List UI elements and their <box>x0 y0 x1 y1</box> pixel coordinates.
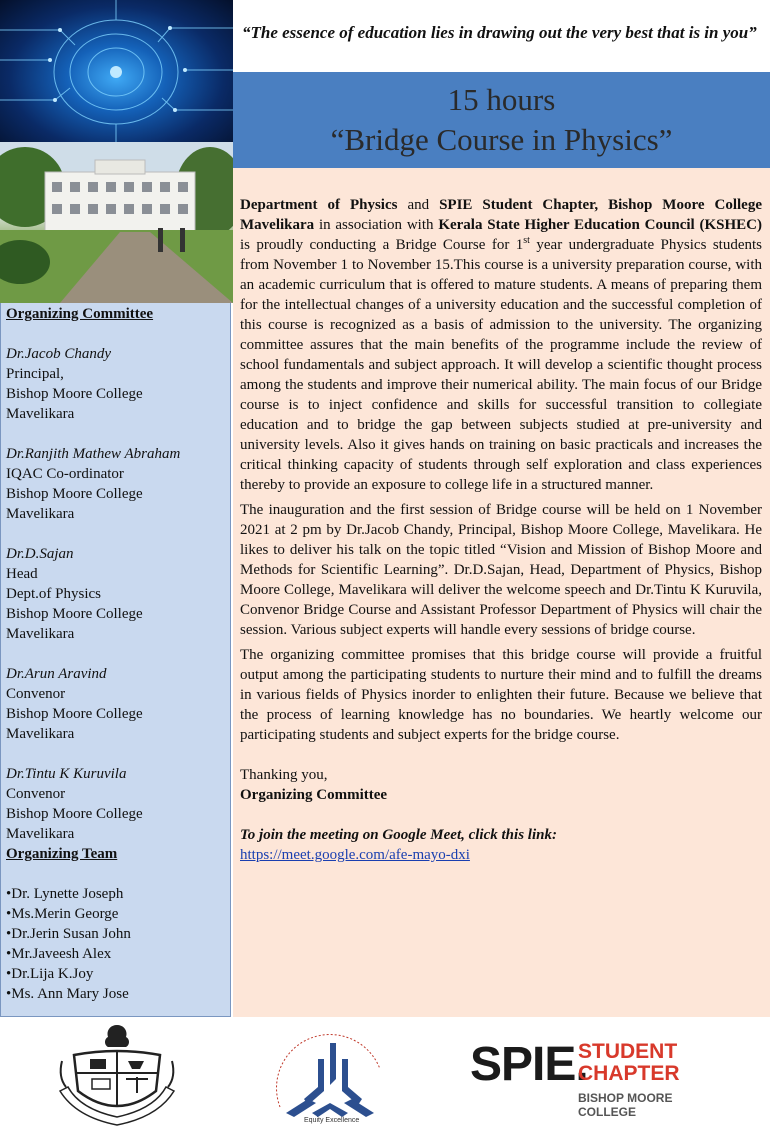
intro-paragraph <box>240 195 762 495</box>
committee-member-line: Principal, <box>6 366 64 382</box>
thanks-text: Thanking you, <box>240 767 328 783</box>
dept-name: Department of Physics <box>240 197 398 213</box>
inauguration-paragraph: The inauguration and the first session of Bridge course will be held on 1 November 2021 at 2 pm by Dr.Jacob Chandy, Principal, Bishop Moore College, Mavelikara. He likes to deliver his talk on the topic titled “Vision and Mission of Bishop Moore and Methods for Scientific Learning”. Dr.D.Sajan, Head, Department of Physics, Bishop Moore College, Mavelikara will deliver the welcome speech and Dr.Tintu K Kuruvila, Convenor Bridge Course and Assistant Professor Department of Physics will chair the session. Various subject experts will handle every sessions of bridge course. <box>240 502 762 638</box>
organizing-committee-panel <box>0 303 231 1017</box>
join-meeting-label: To join the meeting on Google Meet, click this link: <box>240 827 557 843</box>
kshec-name: Kerala State Higher Education Council (KSHEC) <box>438 217 762 233</box>
intro-text: year undergraduate Physics students from November 1 to November 15.This course is a university preparation course, with an academic curriculum that is offered to mature students. A means of preparing them for the intellectual changes of a university education and the successful completion of this course is recognized as a basis of admission to the university. The organizing committee assures that the main benefits of the programme include the review of school fundamentals and subject approach. It will develop a scientific thought process among the students and improve their numerical ability. The main focus of our Bridge course is to inject confidence and skills for successful transition to collegiate education and to bridge the gap between subjects studied at pre-university and university levels. Also it gives hands on training on basic practicals and increases the critical thinking capacity of students through self exploration and class experiences thereby to provide an exposure to college life in a structured manner. <box>240 237 762 493</box>
committee-member-name: Dr.Jacob Chandy <box>6 346 111 362</box>
committee-member-line: Mavelikara <box>6 506 75 522</box>
team-member: •Ms. Ann Mary Jose <box>6 986 129 1002</box>
footer-logos <box>0 1017 770 1136</box>
committee-member-name: Dr.Tintu K Kuruvila <box>6 766 127 782</box>
committee-member-line: Convenor <box>6 786 66 802</box>
spie-student-label: STUDENT <box>578 1040 678 1063</box>
kshec-logo <box>268 1029 392 1133</box>
committee-member-name: Dr.D.Sajan <box>6 546 74 562</box>
campus-building-image <box>0 142 233 303</box>
course-name-title: “Bridge Course in Physics” <box>330 122 673 157</box>
spie-chapter-name: SPIE Student Chapter, Bishop Moore College Mavelikara <box>240 197 762 233</box>
kshec-tagline: Equity Excellence <box>304 1117 360 1124</box>
committee-member-line: Dept.of Physics <box>6 586 101 602</box>
committee-member-name: Dr.Ranjith Mathew Abraham <box>6 446 181 462</box>
spie-wordmark: SPIE. <box>470 1038 588 1091</box>
committee-member-line: Convenor <box>6 686 66 702</box>
google-meet-link[interactable]: https://meet.google.com/afe-mayo-dxi <box>240 847 470 863</box>
committee-heading: Organizing Committee <box>6 306 154 322</box>
intro-text: is proudly conducting a Bridge Course for 1 <box>240 237 524 253</box>
team-member: •Dr. Lynette Joseph <box>6 886 124 902</box>
team-heading: Organizing Team <box>6 846 118 862</box>
course-duration-title: 15 hours <box>447 82 556 117</box>
committee-member-line: Bishop Moore College <box>6 606 143 622</box>
intro-text: and <box>397 197 440 213</box>
team-member: •Ms.Merin George <box>6 906 119 922</box>
course-description <box>233 168 770 1017</box>
education-quote: “The essence of education lies in drawing out the very best that is in you” <box>242 23 757 42</box>
intro-text: in association with <box>314 217 439 233</box>
committee-member-line: Mavelikara <box>6 406 75 422</box>
committee-member-line: Bishop Moore College <box>6 706 143 722</box>
committee-member-line: Mavelikara <box>6 726 75 742</box>
spie-student-chapter-logo <box>470 1039 710 1123</box>
ordinal-superscript: st <box>523 235 530 246</box>
signoff-text: Organizing Committee <box>240 787 388 803</box>
committee-member-line: Head <box>6 566 38 582</box>
spie-college-label: BISHOP MOORE COLLEGE <box>578 1091 673 1119</box>
committee-member-line: Mavelikara <box>6 826 75 842</box>
brain-circuit-image <box>0 0 233 142</box>
committee-member-name: Dr.Arun Aravind <box>6 666 107 682</box>
committee-member-line: Bishop Moore College <box>6 806 143 822</box>
committee-member-line: IQAC Co-ordinator <box>6 466 124 482</box>
bishop-moore-college-logo <box>56 1021 178 1131</box>
committee-member-line: Mavelikara <box>6 626 75 642</box>
promise-paragraph: The organizing committee promises that this bridge course will provide a fruitful output among the participating students to nurture their mind and to fulfill the dreams in various fields of Physics inorder to enlighten their future. Because we believe that the process of learning knowledge has no boundaries. We heartly welcome our participating students and subject experts for the bridge course. <box>240 647 762 743</box>
team-member: •Mr.Javeesh Alex <box>6 946 112 962</box>
committee-member-line: Bishop Moore College <box>6 386 143 402</box>
committee-member-line: Bishop Moore College <box>6 486 143 502</box>
spie-chapter-label: CHAPTER <box>578 1062 680 1085</box>
team-member: •Dr.Lija K.Joy <box>6 966 94 982</box>
team-member: •Dr.Jerin Susan John <box>6 926 131 942</box>
course-title-banner <box>233 72 770 168</box>
